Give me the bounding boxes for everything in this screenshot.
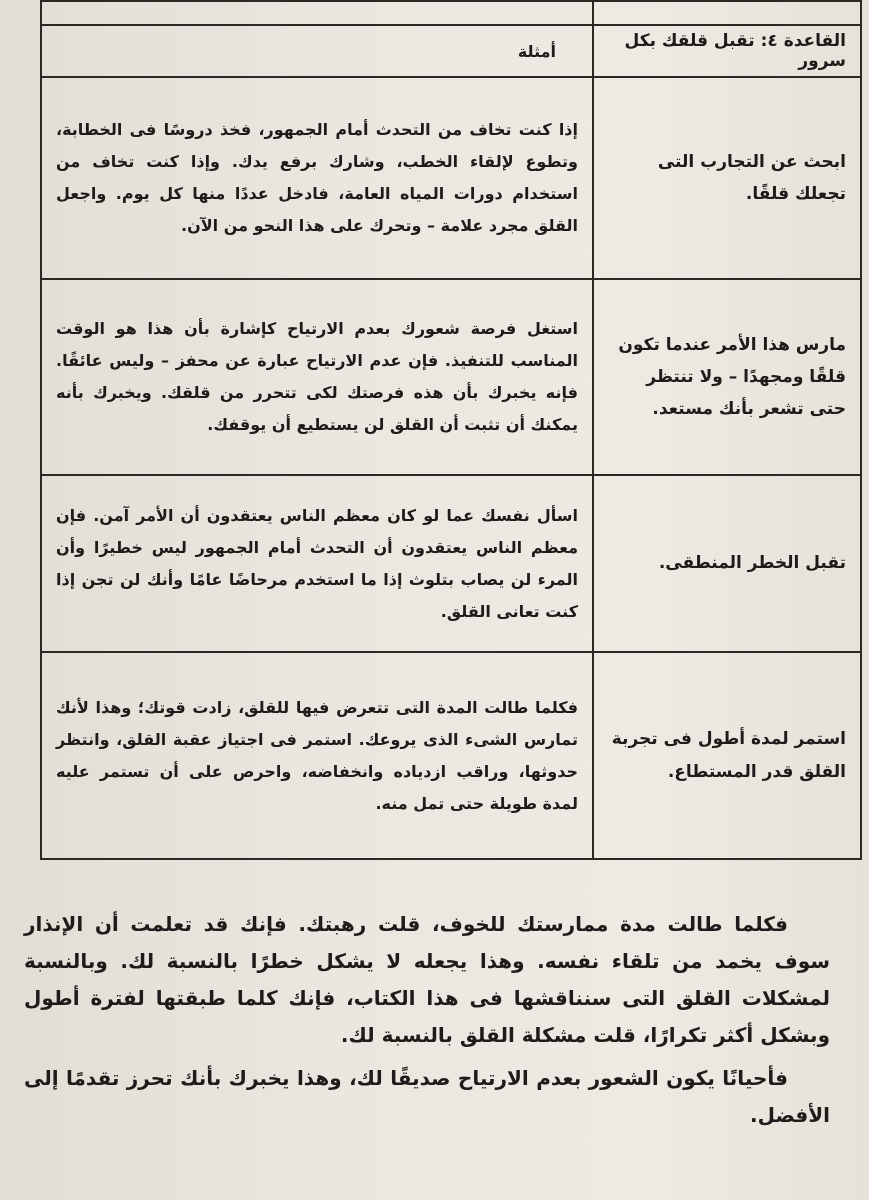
rule-cell: استمر لمدة أطول فى تجربة القلق قدر المستطاع. <box>593 652 861 859</box>
top-strip-cell-right <box>593 1 861 25</box>
table-top-strip <box>41 1 861 25</box>
header-rule: القاعدة ٤: تقبل قلقك بكل سرور <box>593 25 861 77</box>
table-row <box>41 77 861 279</box>
example-cell: اسأل نفسك عما لو كان معظم الناس يعتقدون أن الأمر آمن. فإن معظم الناس يعتقدون أن التحدث أمام الجمهور ليس خطيرًا وأن المرء لن يصاب بتلوث إذا ما استخدم مرحاضًا عامًا وأنك لن تجن إذا كنت تعانى القلق. <box>41 475 593 652</box>
rule-cell: مارس هذا الأمر عندما تكون قلقًا ومجهدًا – ولا تنتظر حتى تشعر بأنك مستعد. <box>593 279 861 475</box>
body-text <box>24 906 830 1140</box>
table-row <box>41 279 861 475</box>
top-strip-cell-left <box>41 1 593 25</box>
table-row <box>41 475 861 652</box>
rules-table <box>40 0 862 860</box>
paragraph: فأحيانًا يكون الشعور بعدم الارتياح صديقًا لك، وهذا يخبرك بأنك تحرز تقدمًا إلى الأفضل. <box>24 1066 830 1127</box>
example-cell: استغل فرصة شعورك بعدم الارتياح كإشارة بأن هذا هو الوقت المناسب للتنفيذ. فإن عدم الارتياح عبارة عن محفز – وليس عائقًا. فإنه يخبرك بأن هذه فرصتك لكى تتحرر من قلقك. ويخبرك بأنه يمكنك أن تثبت أن القلق لن يستطيع أن يوقفك. <box>41 279 593 475</box>
paragraph: فكلما طالت مدة ممارستك للخوف، قلت رهبتك. فإنك قد تعلمت أن الإنذار سوف يخمد من تلقاء نفسه. وهذا يجعله لا يشكل خطرًا بالنسبة لك. وبالنسبة لمشكلات القلق التى سنناقشها فى هذا الكتاب، فإنك كلما طبقتها لفترة أطول وبشكل أكثر تكرارًا، قلت مشكلة القلق بالنسبة لك. <box>24 912 830 1047</box>
rule-cell: ابحث عن التجارب التى تجعلك قلقًا. <box>593 77 861 279</box>
rule-cell: تقبل الخطر المنطقى. <box>593 475 861 652</box>
table-header-row <box>41 25 861 77</box>
header-examples: أمثلة <box>41 25 593 77</box>
table-row <box>41 652 861 859</box>
example-cell: إذا كنت تخاف من التحدث أمام الجمهور، فخذ دروسًا فى الخطابة، وتطوع لإلقاء الخطب، وشارك برفع يدك. وإذا كنت تخاف من استخدام دورات المياه العامة، فادخل عددًا منها كل يوم. واجعل القلق مجرد علامة – وتحرك على هذا النحو من الآن. <box>41 77 593 279</box>
example-cell: فكلما طالت المدة التى تتعرض فيها للقلق، زادت قوتك؛ وهذا لأنك تمارس الشىء الذى يروعك. استمر فى اجتياز عقبة القلق، وانتظر حدوثها، وراقب ازدياده وانخفاضه، واحرص على أن تستمر عليه لمدة طويلة حتى تمل منه. <box>41 652 593 859</box>
